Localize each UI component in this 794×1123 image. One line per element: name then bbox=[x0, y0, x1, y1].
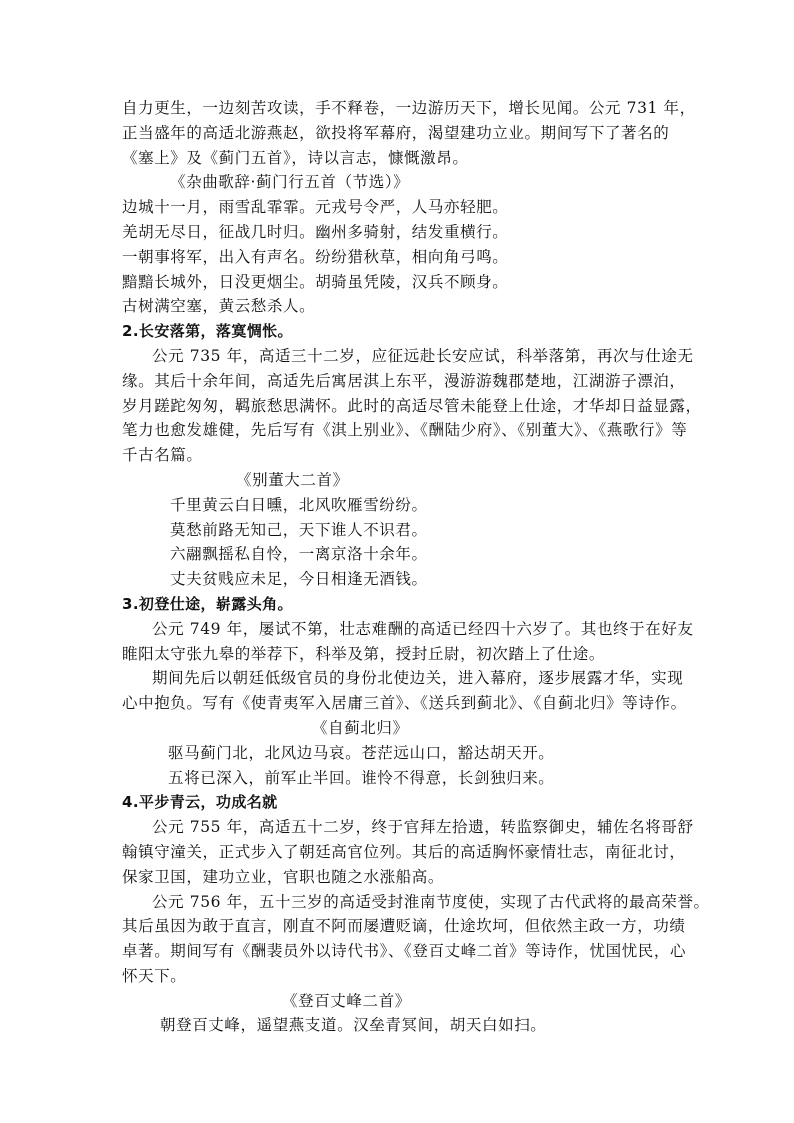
poem-title: 《自蓟北归》 bbox=[312, 718, 409, 737]
poem-line: 古树满空塞，黄云愁杀人。 bbox=[122, 297, 316, 316]
section-paragraph bbox=[122, 890, 710, 989]
poem-line: 一朝事将军，出入有声名。纷纷猎秋草，相向角弓鸣。 bbox=[122, 247, 509, 266]
poem-line: 羌胡无尽日，征战几时归。幽州多骑射，结发重横行。 bbox=[122, 222, 509, 241]
poem-body bbox=[122, 1013, 680, 1038]
paragraph-line: 卓著。期间写有《酬裴员外以诗代书》、《登百丈峰二首》等诗作，忧国忧民，心 bbox=[122, 942, 687, 961]
poem-line: 边城十一月，雨雪乱霏霏。元戎号令严，人马亦轻肥。 bbox=[122, 198, 509, 217]
poem-title: 《登百丈峰二首》 bbox=[282, 991, 411, 1010]
poem-line: 驱马蓟门北，北风边马哀。苍茫远山口，豁达胡天开。 bbox=[168, 743, 555, 762]
document-body bbox=[122, 96, 710, 1038]
paragraph-line: 笔力也愈发雄健，先后写有《淇上别业》、《酬陆少府》、《别董大》、《燕歌行》等 bbox=[122, 421, 688, 440]
section-paragraph bbox=[122, 815, 694, 889]
section-heading: 3.初登仕途，崭露头角。 bbox=[122, 594, 293, 613]
paragraph-line: 期间先后以朝廷低级官员的身份北使边关，进入幕府，逐步展露才华，实现 bbox=[152, 669, 684, 688]
poem-line: 六翮飘摇私自怜，一离京洛十余年。 bbox=[170, 545, 428, 564]
section-paragraph bbox=[122, 617, 694, 667]
poem-body bbox=[122, 493, 680, 592]
paragraph-line: 公元 755 年，高适五十二岁，终于官拜左拾遗，转监察御史，辅佐名将哥舒 bbox=[152, 818, 694, 837]
paragraph-line: 《塞上》及《蓟门五首》，诗以言志，慷慨激昂。 bbox=[122, 148, 469, 167]
paragraph-line: 睢阳太守张九皋的举荐下，科举及第，授封丘尉，初次踏上了仕途。 bbox=[122, 644, 606, 663]
paragraph-line: 千古名篇。 bbox=[122, 446, 203, 465]
paragraph-line: 岁月蹉跎匆匆，羁旅愁思满怀。此时的高适尽管未能登上仕途，才华却日益显露， bbox=[122, 396, 702, 415]
paragraph-line: 其后虽因为敢于直言，刚直不阿而屡遭贬谪，仕途坎坷，但依然主政一方，功绩 bbox=[122, 917, 686, 936]
section-paragraph bbox=[122, 666, 687, 716]
paragraph-line: 心中抱负。写有《使青夷军入居庸三首》、《送兵到蓟北》、《自蓟北归》等诗作。 bbox=[122, 694, 687, 713]
paragraph-line: 怀天下。 bbox=[122, 966, 187, 985]
poem-body bbox=[122, 741, 680, 791]
paragraph-line: 保家卫国，建功立业，官职也随之水涨船高。 bbox=[122, 867, 445, 886]
paragraph-line: 正当盛年的高适北游燕赵，欲投将军幕府，渴望建功立业。期间写下了著名的 bbox=[122, 123, 670, 142]
section-heading: 4.平步青云，功成名就 bbox=[122, 793, 278, 812]
poem-line: 莫愁前路无知己，天下谁人不识君。 bbox=[170, 520, 428, 539]
paragraph-line: 缘。其后十余年间，高适先后寓居淇上东平，漫游游魏郡楚地，江湖游子漂泊， bbox=[122, 371, 686, 390]
poem-line: 丈夫贫贱应未足，今日相逢无酒钱。 bbox=[170, 570, 428, 589]
paragraph-line: 公元 756 年，五十三岁的高适受封淮南节度使，实现了古代武将的最高荣誉。 bbox=[152, 892, 710, 911]
paragraph-line: 公元 749 年，屡试不第，壮志难酬的高适已经四十六岁了。其也终于在好友 bbox=[152, 619, 694, 638]
intro-paragraph bbox=[122, 96, 696, 170]
poem-title: 《别董大二首》 bbox=[236, 470, 349, 489]
section-heading: 2.长安落第，落寞惆怅。 bbox=[122, 322, 293, 341]
paragraph-line: 翰镇守潼关，正式步入了朝廷高官位列。其后的高适胸怀豪情壮志，南征北讨， bbox=[122, 842, 686, 861]
poem-body bbox=[122, 195, 680, 319]
poem-line: 五将已深入，前军止半回。谁怜不得意，长剑独归来。 bbox=[168, 768, 555, 787]
paragraph-line: 自力更生，一边刻苦攻读，手不释卷，一边游历天下，增长见闻。公元 731 年， bbox=[122, 99, 696, 117]
poem-line: 千里黄云白日曛，北风吹雁雪纷纷。 bbox=[170, 495, 428, 514]
section-paragraph bbox=[122, 344, 702, 468]
paragraph-line: 公元 735 年，高适三十二岁，应征远赴长安应试，科举落第，再次与仕途无 bbox=[152, 346, 694, 365]
poem-line: 朝登百丈峰，遥望燕支道。汉垒青冥间，胡天白如扫。 bbox=[160, 1016, 547, 1035]
poem-line: 黯黯长城外，日没更烟尘。胡骑虽凭陵，汉兵不顾身。 bbox=[122, 272, 509, 291]
poem-title: 《杂曲歌辞·蓟门行五首（节选）》 bbox=[170, 173, 410, 192]
